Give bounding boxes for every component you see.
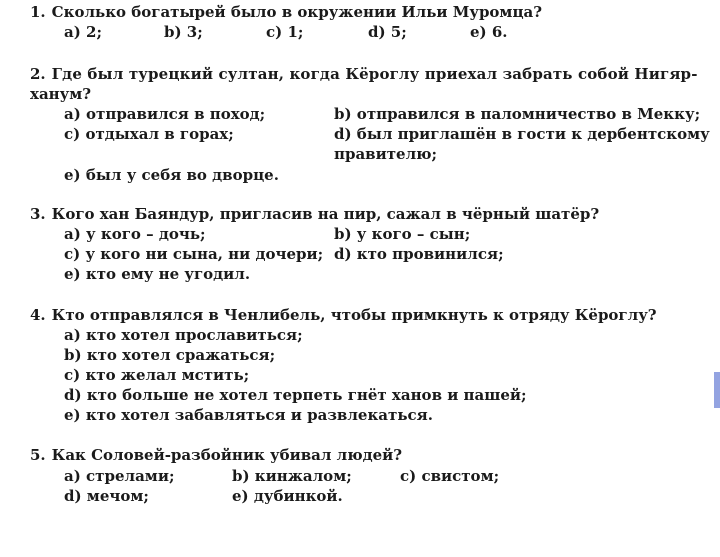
q2-answer-e: e) был у себя во дворце. (64, 166, 279, 184)
question-3 (30, 204, 599, 224)
q1-answer-c: c) 1; (266, 23, 304, 41)
question-2-text-line2: ханум? (30, 85, 92, 103)
q1-answer-a: a) 2; (64, 23, 103, 41)
q3-answer-c: c) у кого ни сына, ни дочери; (64, 245, 324, 263)
q1-answer-d: d) 5; (368, 23, 407, 41)
q3-answer-b: b) у кого – сын; (334, 225, 471, 243)
q2-answer-b: b) отправился в паломничество в Мекку; (334, 105, 701, 123)
question-5-number: 5. (30, 446, 46, 464)
q2-answer-d: d) был приглашён в гости к дербентскому (334, 125, 710, 143)
q2-answer-d-continued: правителю; (334, 145, 438, 163)
question-2-number: 2. (30, 65, 46, 83)
question-1 (30, 2, 542, 22)
question-4-number: 4. (30, 306, 46, 324)
question-3-text: Кого хан Баяндур, пригласив на пир, сажал в чёрный шатёр? (51, 205, 600, 223)
q4-answer-d: d) кто больше не хотел терпеть гнёт ханов и пашей; (64, 386, 527, 404)
question-3-number: 3. (30, 205, 46, 223)
question-5 (30, 445, 402, 465)
q5-answer-e: e) дубинкой. (232, 487, 343, 505)
q4-answer-e: e) кто хотел забавляться и развлекаться. (64, 406, 433, 424)
question-4 (30, 305, 657, 325)
q5-answer-a: a) стрелами; (64, 467, 175, 485)
q5-answer-c: c) свистом; (400, 467, 500, 485)
q4-answer-c: c) кто желал мстить; (64, 366, 250, 384)
question-1-text: Сколько богатырей было в окружении Ильи Муромца? (51, 3, 543, 21)
question-1-number: 1. (30, 3, 46, 21)
q1-answer-e: e) 6. (470, 23, 508, 41)
q1-answer-b: b) 3; (164, 23, 203, 41)
question-5-text: Как Соловей-разбойник убивал людей? (51, 446, 403, 464)
q2-answer-c: c) отдыхал в горах; (64, 125, 234, 143)
question-2-continued (30, 84, 91, 104)
question-2 (30, 64, 698, 84)
q5-answer-d: d) мечом; (64, 487, 149, 505)
q3-answer-a: a) у кого – дочь; (64, 225, 206, 243)
page-edge-mark (714, 372, 720, 408)
question-2-text-line1: Где был турецкий султан, когда Кёроглу приехал забрать собой Нигяр- (51, 65, 698, 83)
q4-answer-b: b) кто хотел сражаться; (64, 346, 276, 364)
q4-answer-a: a) кто хотел прославиться; (64, 326, 303, 344)
q2-answer-a: a) отправился в поход; (64, 105, 266, 123)
q5-answer-b: b) кинжалом; (232, 467, 352, 485)
q3-answer-e: e) кто ему не угодил. (64, 265, 251, 283)
q3-answer-d: d) кто провинился; (334, 245, 504, 263)
question-4-text: Кто отправлялся в Ченлибель, чтобы примкнуть к отряду Кёроглу? (51, 306, 657, 324)
